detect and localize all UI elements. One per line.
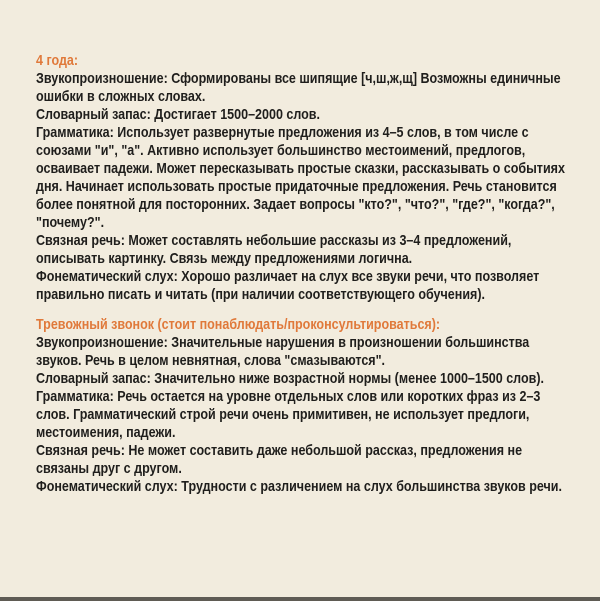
paragraph-grammar: Грамматика: Использует развернутые предложения из 4–5 слов, в том числе с союзами "и", "а". Активно использует большинство местоимений, предлогов, осваивает падежи. Может пересказывать простые сказки, рассказывать о событиях дня. Начинает использовать простые придаточные предложения. Речь становится более понятной для посторонних. Задает вопросы "кто?", "что?", "где?", "когда?", "почему?". — [36, 124, 565, 231]
paragraph-sound-pronunciation: Звукопроизношение: Значительные нарушения в произношении большинства звуков. Речь в целом невнятная, слова "смазываются". — [36, 334, 530, 369]
section-warning-signs — [36, 316, 572, 496]
section-heading-warning: Тревожный звонок (стоит понаблюдать/проконсультироваться): — [36, 316, 441, 333]
paragraph-vocabulary: Словарный запас: Достигает 1500–2000 слов. — [36, 106, 320, 123]
bottom-bar — [0, 597, 600, 601]
paragraph-phonemic-hearing: Фонематический слух: Трудности с различением на слух большинства звуков речи. — [36, 478, 562, 495]
section-age-norms — [36, 52, 572, 304]
paragraph-sound-pronunciation: Звукопроизношение: Сформированы все шипящие [ч,ш,ж,щ] Возможны единичные ошибки в сложных словах. — [36, 70, 561, 105]
content-area — [36, 52, 572, 496]
paragraph-grammar: Грамматика: Речь остается на уровне отдельных слов или коротких фраз из 2–3 слов. Грамматический строй речи очень примитивен, не использует предлоги, местоимения, падежи. — [36, 388, 541, 441]
paragraph-phonemic-hearing: Фонематический слух: Хорошо различает на слух все звуки речи, что позволяет правильно писать и читать (при наличии соответствующего обучения). — [36, 268, 540, 303]
paragraph-connected-speech: Связная речь: Может составлять небольшие рассказы из 3–4 предложений, описывать картинку. Связь между предложениями логична. — [36, 232, 512, 267]
paragraph-connected-speech: Связная речь: Не может составить даже небольшой рассказ, предложения не связаны друг с другом. — [36, 442, 523, 477]
section-heading-age: 4 года: — [36, 52, 79, 69]
paragraph-vocabulary: Словарный запас: Значительно ниже возрастной нормы (менее 1000–1500 слов). — [36, 370, 544, 387]
